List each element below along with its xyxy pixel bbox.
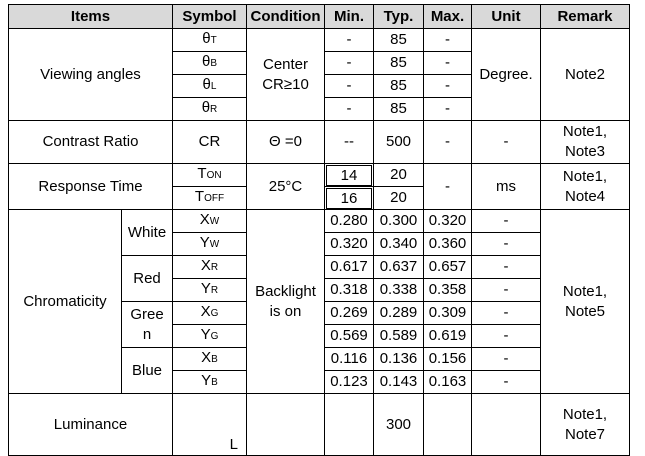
min-cell: 0.269: [325, 302, 374, 325]
symbol-sub: ON: [206, 170, 222, 181]
min-cell: 0.569: [325, 325, 374, 348]
min-cell: [325, 164, 374, 187]
chromaticity-condition: [247, 210, 325, 394]
symbol-sub: W: [209, 216, 220, 227]
luminance-remark: [541, 394, 630, 456]
typ-cell: 0.589: [374, 325, 424, 348]
symbol-sub: B: [211, 354, 218, 365]
condition-line1: Center: [262, 55, 309, 73]
max-cell: -: [424, 98, 472, 121]
min-cell: 0.116: [325, 348, 374, 371]
typ-cell: 0.136: [374, 348, 424, 371]
symbol-sub: B: [210, 58, 217, 69]
symbol-main: X: [199, 211, 210, 228]
max-cell: 0.309: [424, 302, 472, 325]
symbol-sub: L: [210, 81, 217, 92]
typ-cell: 85: [374, 98, 424, 121]
table-row: [9, 29, 630, 52]
header-min: Min.: [325, 5, 374, 29]
chromaticity-remark: [541, 210, 630, 394]
condition-line1: Backlight: [255, 282, 316, 300]
viewing-item: Viewing angles: [9, 29, 173, 121]
spec-table: [8, 4, 630, 456]
color-label-white: White: [122, 210, 173, 256]
table-row: [9, 121, 630, 164]
symbol-main: Y: [199, 234, 210, 251]
table-row: [9, 210, 630, 233]
typ-cell: 0.289: [374, 302, 424, 325]
typ-cell: 0.143: [374, 371, 424, 394]
remark-line2: Note5: [564, 302, 606, 320]
min-cell: 0.280: [325, 210, 374, 233]
symbol-cell: [173, 256, 247, 279]
symbol-main: X: [200, 257, 211, 274]
viewing-unit: Degree.: [472, 29, 541, 121]
symbol-main: Y: [200, 280, 211, 297]
table-row: [9, 164, 630, 187]
symbol-main: X: [200, 303, 211, 320]
header-condition: Condition: [247, 5, 325, 29]
symbol-sub: G: [210, 308, 219, 319]
symbol-cell: [173, 302, 247, 325]
symbol-sub: R: [210, 262, 219, 273]
symbol-sub: G: [210, 331, 219, 342]
unit-cell: [472, 394, 541, 456]
typ-cell: 85: [374, 75, 424, 98]
condition-line2: CR≥10: [262, 75, 309, 93]
max-cell: -: [424, 29, 472, 52]
symbol-cell: [173, 75, 247, 98]
condition-cell: [247, 394, 325, 456]
typ-cell: 500: [374, 121, 424, 164]
viewing-remark: Note2: [541, 29, 630, 121]
color-label-green: [122, 302, 173, 348]
header-remark: Remark: [541, 5, 630, 29]
remark-line1: Note1,: [562, 123, 608, 140]
symbol-sub: T: [210, 35, 217, 46]
response-unit: ms: [472, 164, 541, 210]
max-cell: 0.358: [424, 279, 472, 302]
max-cell: 0.360: [424, 233, 472, 256]
max-cell: 0.156: [424, 348, 472, 371]
remark-line2: Note4: [564, 187, 606, 205]
symbol-cell: [173, 52, 247, 75]
chromaticity-item: Chromaticity: [9, 210, 122, 394]
symbol-main: Y: [201, 372, 212, 389]
symbol-cell: [173, 371, 247, 394]
min-cell: -: [325, 52, 374, 75]
contrast-remark: [541, 121, 630, 164]
unit-cell: -: [472, 233, 541, 256]
unit-cell: -: [472, 210, 541, 233]
max-cell: -: [424, 75, 472, 98]
header-row: [9, 5, 630, 29]
unit-cell: -: [472, 371, 541, 394]
symbol-cell: [173, 210, 247, 233]
min-cell: -: [325, 75, 374, 98]
symbol-cell: [173, 348, 247, 371]
max-cell: [424, 394, 472, 456]
max-cell: -: [424, 52, 472, 75]
max-cell: 0.657: [424, 256, 472, 279]
symbol-main: T: [197, 165, 207, 182]
symbol-sub: B: [211, 377, 218, 388]
unit-cell: -: [472, 302, 541, 325]
max-cell: -: [424, 164, 472, 210]
min-cell: 0.123: [325, 371, 374, 394]
remark-line1: Note1,: [562, 167, 608, 185]
symbol-cell: L: [173, 394, 247, 456]
typ-cell: 0.338: [374, 279, 424, 302]
typ-cell: 0.300: [374, 210, 424, 233]
typ-cell: 300: [374, 394, 424, 456]
min-value: 16: [326, 188, 372, 209]
symbol-cell: [173, 279, 247, 302]
header-typ: Typ.: [374, 5, 424, 29]
symbol-sub: W: [209, 239, 220, 250]
symbol-sub: R: [210, 285, 219, 296]
typ-cell: 20: [374, 187, 424, 210]
unit-cell: -: [472, 279, 541, 302]
min-cell: [325, 187, 374, 210]
min-cell: -: [325, 29, 374, 52]
color-label-blue: Blue: [122, 348, 173, 394]
min-cell: 0.320: [325, 233, 374, 256]
remark-line2: Note3: [564, 143, 606, 160]
table-row: [9, 394, 630, 456]
color-label-line2: n: [142, 325, 152, 343]
min-cell: 0.617: [325, 256, 374, 279]
min-cell: -: [325, 98, 374, 121]
contrast-item: Contrast Ratio: [9, 121, 173, 164]
max-cell: 0.163: [424, 371, 472, 394]
typ-cell: 85: [374, 52, 424, 75]
min-value: 14: [326, 165, 372, 186]
symbol-main: θ: [202, 30, 211, 47]
min-cell: --: [325, 121, 374, 164]
symbol-main: Y: [200, 326, 211, 343]
header-unit: Unit: [472, 5, 541, 29]
symbol-sub: R: [210, 104, 218, 115]
typ-cell: 85: [374, 29, 424, 52]
symbol-main: T: [194, 188, 205, 205]
response-condition: 25°C: [247, 164, 325, 210]
remark-line2: Note7: [564, 425, 606, 443]
condition-line2: is on: [269, 302, 302, 320]
symbol-main: θ: [201, 53, 211, 70]
symbol-cell: [173, 187, 247, 210]
max-cell: 0.320: [424, 210, 472, 233]
luminance-item: Luminance: [9, 394, 173, 456]
response-item: Response Time: [9, 164, 173, 210]
max-cell: -: [424, 121, 472, 164]
typ-cell: 0.340: [374, 233, 424, 256]
remark-line1: Note1,: [562, 405, 608, 423]
header-items: Items: [9, 5, 173, 29]
unit-cell: -: [472, 121, 541, 164]
min-cell: 0.318: [325, 279, 374, 302]
remark-line1: Note1,: [562, 282, 608, 300]
header-symbol: Symbol: [173, 5, 247, 29]
symbol-cell: [173, 164, 247, 187]
min-cell: [325, 394, 374, 456]
symbol-main: θ: [201, 99, 211, 116]
symbol-cell: [173, 325, 247, 348]
symbol-main: θ: [202, 76, 211, 93]
symbol-sub: OFF: [204, 193, 225, 204]
max-cell: 0.619: [424, 325, 472, 348]
contrast-condition: Θ =0: [247, 121, 325, 164]
symbol-cell: [173, 29, 247, 52]
typ-cell: 20: [374, 164, 424, 187]
color-label-line1: Gree: [130, 305, 164, 323]
symbol-cell: [173, 98, 247, 121]
symbol-cell: CR: [173, 121, 247, 164]
header-max: Max.: [424, 5, 472, 29]
viewing-condition: [247, 29, 325, 121]
unit-cell: -: [472, 348, 541, 371]
typ-cell: 0.637: [374, 256, 424, 279]
unit-cell: -: [472, 256, 541, 279]
color-label-red: Red: [122, 256, 173, 302]
unit-cell: -: [472, 325, 541, 348]
response-remark: [541, 164, 630, 210]
symbol-main: X: [201, 349, 212, 366]
symbol-cell: [173, 233, 247, 256]
